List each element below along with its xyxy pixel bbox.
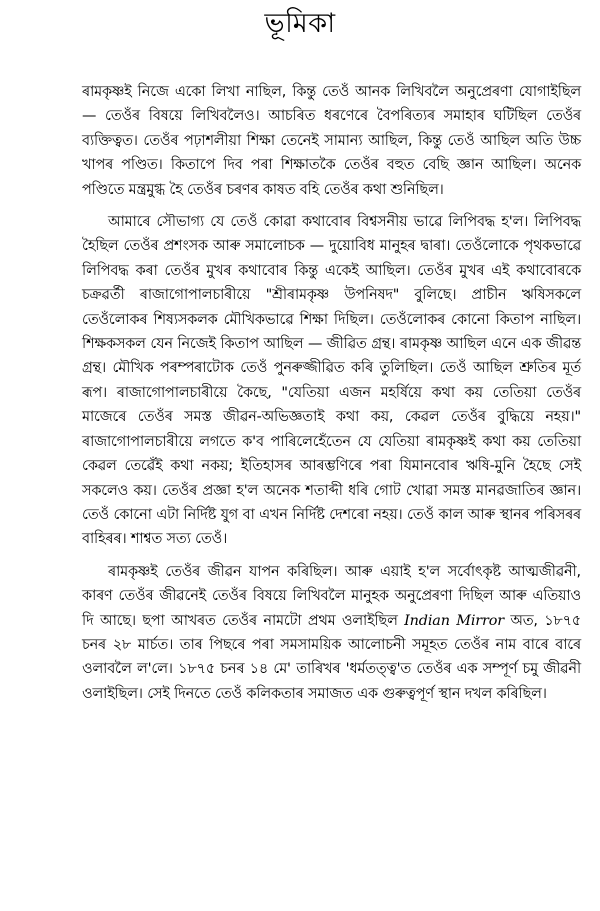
paragraph-1: ৰামকৃষ্ণই নিজে একো লিখা নাছিল, কিন্তু তেওঁ আনক লিখিবলৈ অনুপ্ৰেৰণা যোগাইছিল — তেওঁৰ বিষয়ে লিখিবলৈও। আচৰিত ধৰণেৰে বৈপৰিত্যৰ সমাহাৰ ঘটিছিল তেওঁৰ ব্যক্তিত্বত। তেওঁৰ পঢ়াশলীয়া শিক্ষা তেনেই সামান্য আছিল, কিন্তু তেওঁ আছিল অতি উচ্চ খাপৰ পণ্ডিত। কিতাপে দিব পৰা শিক্ষাতকৈ তেওঁৰ বহুত বেছি জ্ঞান আছিল। অনেক পণ্ডিতে মন্ত্ৰমুগ্ধ হৈ তেওঁৰ চৰণৰ কাষত বহি তেওঁৰ কথা শুনিছিল। bbox=[82, 84, 581, 198]
paragraph-3-part-2: অত, ১৮৭৫ চনৰ ২৮ মাৰ্চত। তাৰ পিছৰে পৰা সমসাময়িক আলোচনী সমূহত তেওঁৰ নাম বাৰে বাৰে ওলাবলৈ ল'লে। ১৮৭৫ চনৰ ১৪ মে' তাৰিখৰ 'ধৰ্মতত্ত্ব'ত তেওঁৰ এক সম্পূৰ্ণ চমু জীৱনী ওলাইছিল। সেই দিনতে তেওঁ কলিকতাৰ সমাজত এক গুৰুত্বপূৰ্ণ স্থান দখল কৰিছিল। bbox=[82, 612, 581, 702]
paragraph-3-part-1: ৰামকৃষ্ণই তেওঁৰ জীৱন যাপন কৰিছিল। আৰু এয়াই হ'ল সৰ্বোৎকৃষ্ট আত্মজীৱনী, কাৰণ তেওঁৰ জীৱনেই তেওঁৰ বিষয়ে লিখিবলৈ মানুহক অনুপ্ৰেৰণা দিছিল আৰু এতিয়াও দি আছে। ছপা আখৰত তেওঁৰ নামটো প্ৰথম ওলাইছিল bbox=[82, 563, 581, 629]
publication-name: Indian Mirror bbox=[404, 612, 504, 629]
paragraph-3 bbox=[82, 560, 581, 706]
page-title: ভূমিকা bbox=[264, 8, 336, 39]
body-text bbox=[82, 80, 581, 706]
paragraph-2: আমাৰে সৌভাগ্য যে তেওঁ কোৱা কথাবোৰ বিশ্বসনীয় ভাৱে লিপিবদ্ধ হ'ল। লিপিবদ্ধ হৈছিল তেওঁৰ প্ৰশংসক আৰু সমালোচক — দুয়োবিধ মানুহৰ দ্বাৰা। তেওঁলোকে পৃথকভাৱে লিপিবদ্ধ কৰা তেওঁৰ মুখৰ কথাবোৰ কিন্তু একেই আছিল। তেওঁৰ মুখৰ এই কথাবোৰকে চক্ৰৱৰ্তী ৰাজাগোপালচাৰীয়ে "শ্ৰীৰামকৃষ্ণ উপনিষদ" বুলিছে। প্ৰাচীন ঋষিসকলে তেওঁলোকৰ শিষ্যসকলক মৌখিকভাৱে শিক্ষা দিছিল। তেওঁলোকৰ কোনো কিতাপ নাছিল। শিক্ষকসকল যেন নিজেই কিতাপ আছিল — জীৱিত গ্ৰন্থ। ৰামকৃষ্ণ আছিল এনে এক জীৱন্ত গ্ৰন্থ। মৌখিক পৰম্পৰাটোক তেওঁ পুনৰুজ্জীৱিত কৰি তুলিছিল। তেওঁ আছিল শ্ৰুতিৰ মূৰ্ত ৰূপ। ৰাজাগোপালচাৰীয়ে কৈছে, "যেতিয়া এজন মহৰ্ষিয়ে কথা কয় তেতিয়া তেওঁৰ মাজেৰে তেওঁৰ সমস্ত জীৱন-অভিজ্ঞতাই কথা কয়, কেৱল তেওঁৰ বুদ্ধিয়ে নহয়।" ৰাজাগোপালচাৰীয়ে লগতে ক'ব পাৰিলেহেঁতেন যে যেতিয়া ৰামকৃষ্ণই কথা কয় তেতিয়া কেৱল তেৱেঁই কথা নকয়; ইতিহাসৰ আৰম্ভণিৰে পৰা যিমানবোৰ ঋষি-মুনি হৈছে সেই সকলেও কয়। তেওঁৰ প্ৰজ্ঞা হ'ল অনেক শতাব্দী ধৰি গোট খোৱা সমস্ত মানৱজাতিৰ জ্ঞান। তেওঁ কোনো এটা নিৰ্দিষ্ট যুগ বা এখন নিৰ্দিষ্ট দেশৰো নহয়। তেওঁ কাল আৰু স্থানৰ পৰিসৰৰ বাহিৰৰ। শাশ্বত সত্য তেওঁ। bbox=[82, 214, 581, 548]
